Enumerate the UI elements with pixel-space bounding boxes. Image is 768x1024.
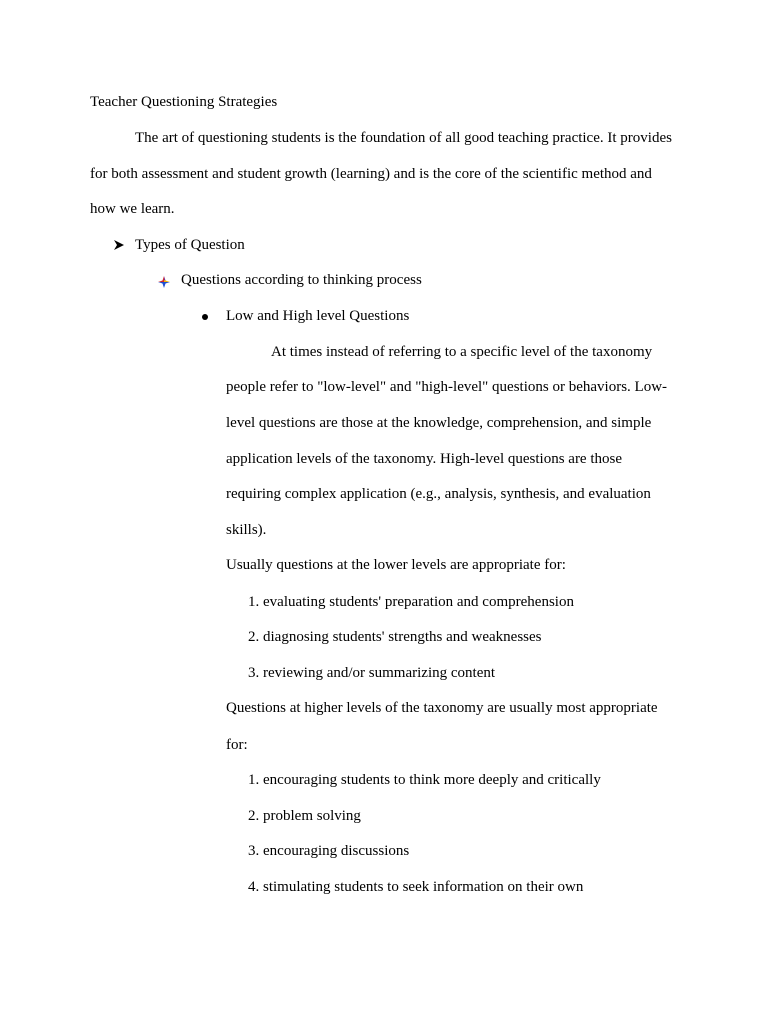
intro-line-2: for both assessment and student growth (learning) and is the core of the scientific method and <box>90 166 652 182</box>
level2-heading: Questions according to thinking process <box>181 272 422 288</box>
higher-list-item: 2. problem solving <box>248 808 361 824</box>
four-color-diamond-bullet-icon <box>158 276 170 288</box>
higher-levels-intro-line-1: Questions at higher levels of the taxonomy are usually most appropriate <box>226 700 658 716</box>
level3-heading: Low and High level Questions <box>226 308 410 324</box>
body-line-5: requiring complex application (e.g., analysis, synthesis, and evaluation <box>226 486 651 502</box>
higher-list-item: 4. stimulating students to seek information on their own <box>248 879 584 895</box>
intro-line-3: how we learn. <box>90 201 175 217</box>
higher-levels-intro-line-2: for: <box>226 737 248 753</box>
lower-list-item: 1. evaluating students' preparation and comprehension <box>248 594 574 610</box>
document-title: Teacher Questioning Strategies <box>90 94 278 110</box>
higher-list-item: 3. encouraging discussions <box>248 843 410 859</box>
lower-list-item: 3. reviewing and/or summarizing content <box>248 665 496 681</box>
intro-line-1: The art of questioning students is the foundation of all good teaching practice. It provides <box>135 130 672 146</box>
body-line-6: skills). <box>226 522 267 538</box>
arrowhead-bullet-icon <box>113 239 125 251</box>
body-line-4: application levels of the taxonomy. High-level questions are those <box>226 451 623 467</box>
lower-levels-intro: Usually questions at the lower levels are appropriate for: <box>226 557 566 573</box>
lower-list-item: 2. diagnosing students' strengths and weaknesses <box>248 629 542 645</box>
body-line-1: At times instead of referring to a specific level of the taxonomy <box>271 344 653 360</box>
body-line-3: level questions are those at the knowledge, comprehension, and simple <box>226 415 652 431</box>
level1-heading: Types of Question <box>135 237 245 253</box>
body-line-2: people refer to "low-level" and "high-level" questions or behaviors. Low- <box>226 379 668 395</box>
filled-circle-bullet-icon <box>202 314 208 320</box>
higher-list-item: 1. encouraging students to think more deeply and critically <box>248 772 601 788</box>
